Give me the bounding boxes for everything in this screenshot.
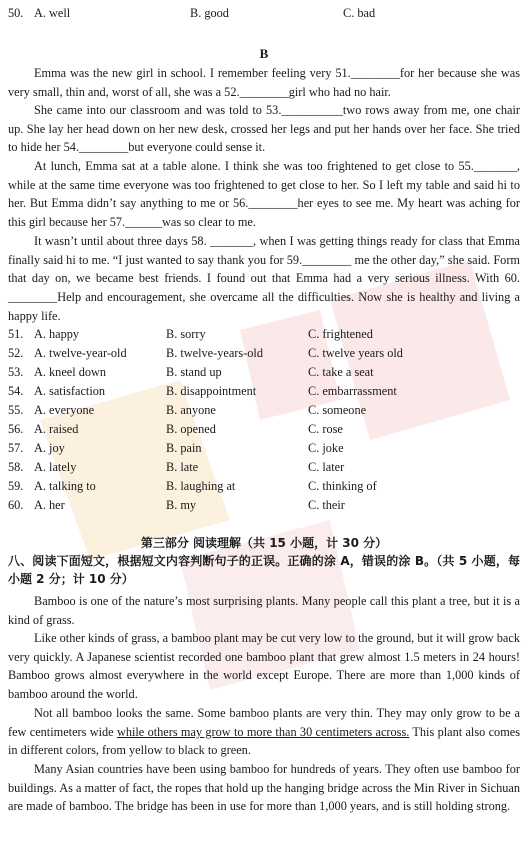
question-options (8, 346, 520, 364)
part-three-title: 第三部分 阅读理解（共 15 小题，计 30 分） (140, 536, 388, 550)
option-a: A. satisfaction (34, 384, 106, 398)
question-number: 53. (8, 365, 24, 379)
question-options (8, 422, 520, 440)
option-b: B. sorry (166, 327, 206, 341)
option-b: B. disappointment (166, 384, 257, 398)
reading-text: Not all bamboo looks the same. Some bamboo plants are very thin. They may only grow to be a few centimeters wide (8, 706, 520, 739)
option-c: C. frightened (308, 327, 373, 341)
question-options (8, 460, 520, 478)
question-options (8, 403, 520, 421)
option-b: B. laughing at (166, 479, 236, 493)
option-c: C. thinking of (308, 479, 377, 493)
question-options (8, 498, 520, 516)
question-number: 54. (8, 384, 24, 398)
reading-paragraph (8, 704, 520, 760)
option-c: C. joke (308, 441, 344, 455)
reading-paragraph: Many Asian countries have been using bamboo for hundreds of years. They often use bamboo for buildings. As a matter of fact, the ropes that hold up the hanging bridge across the Min River in Sichuan are made of bamboo. The bridge has been in use for more than 1,000 years, and is still holding strong. (8, 762, 520, 814)
question-options (8, 441, 520, 459)
passage-paragraph: At lunch, Emma sat at a table alone. I think she was too frightened to get close to 55._______, while at the same time everyone was too frightened to get close to her. So I left my table and said hi to her. But Emma didn’t say anything to me or 56.________her eyes to see me. My heart was aching for this girl because her 57.______was so clear to me. (8, 159, 520, 230)
option-b: B. my (166, 498, 197, 512)
option-b: B. anyone (166, 403, 216, 417)
option-a: A. lately (34, 460, 77, 474)
option-b: B. pain (166, 441, 202, 455)
question-options (8, 384, 520, 402)
option-a: A. everyone (34, 403, 95, 417)
option-a: A. well (34, 6, 71, 20)
passage-paragraph: Emma was the new girl in school. I remember feeling very 51.________for her because she was very small, thin and, worst of all, she was a 52.________girl who had no hair. (8, 66, 520, 99)
option-a: A. kneel down (34, 365, 107, 379)
underlined-sentence: while others may grow to more than 30 centimeters across. (116, 724, 410, 739)
option-c: C. their (308, 498, 345, 512)
section-b-title: B (259, 46, 269, 61)
option-b: B. twelve-years-old (166, 346, 263, 360)
question-number: 55. (8, 403, 24, 417)
option-c: C. take a seat (308, 365, 374, 379)
question-number: 60. (8, 498, 24, 512)
option-c: C. bad (343, 6, 376, 20)
question-number: 59. (8, 479, 24, 493)
option-b: B. opened (166, 422, 216, 436)
reading-paragraph: Like other kinds of grass, a bamboo plant may be cut very low to the ground, but it will grow back very quickly. A Japanese scientist recorded one bamboo plant that grew almost 1.5 meters in 24 hours! Bamboo grows almost everywhere in the world except Europe. There are more than 1,000 kinds of bamboo around the world. (8, 631, 520, 702)
question-50-options (8, 6, 520, 24)
option-c: C. embarrassment (308, 384, 397, 398)
option-c: C. rose (308, 422, 343, 436)
option-a: A. raised (34, 422, 79, 436)
option-b: B. good (190, 6, 229, 20)
option-c: C. twelve years old (308, 346, 403, 360)
option-b: B. late (166, 460, 199, 474)
question-number: 57. (8, 441, 24, 455)
question-options (8, 327, 520, 345)
question-options (8, 479, 520, 497)
option-a: A. talking to (34, 479, 96, 493)
option-a: A. happy (34, 327, 80, 341)
question-number: 52. (8, 346, 24, 360)
option-c: C. later (308, 460, 345, 474)
option-b: B. stand up (166, 365, 222, 379)
passage-paragraph: She came into our classroom and was told to 53.__________two rows away from me, one chair up. She lay her head down on her new desk, crossed her legs and put her hands over her face. She tried to hide her 54.________but everyone could sense it. (8, 103, 520, 155)
question-number: 51. (8, 327, 24, 341)
option-a: A. her (34, 498, 65, 512)
question-number: 58. (8, 460, 24, 474)
question-options (8, 365, 520, 383)
question-number: 56. (8, 422, 24, 436)
section-eight-instruction: 八、阅读下面短文，根据短文内容判断句子的正误。正确的涂 A，错误的涂 B。（共 5 小题，每小题 2 分；计 10 分） (8, 554, 520, 586)
option-a: A. joy (34, 441, 65, 455)
passage-paragraph: It wasn’t until about three days 58. _______, when I was getting things ready for class that Emma finally said hi to me. “I just wanted to say thank you for 59.________ me the other day,” she said. Form that day on, we became best friends. I found out that Emma had a very serious illness. With 60. ________Help and encouragement, she overcame all the difficulties. Now she is healthy and living a happy life. (8, 234, 520, 323)
reading-paragraph: Bamboo is one of the nature’s most surprising plants. Many people call this plant a tree, but it is a kind of grass. (8, 594, 520, 627)
question-number: 50. (8, 6, 24, 20)
reading-text: This plant also comes in different colors, from yellow to black to green. (8, 724, 520, 758)
option-a: A. twelve-year-old (34, 346, 127, 360)
option-c: C. someone (308, 403, 367, 417)
